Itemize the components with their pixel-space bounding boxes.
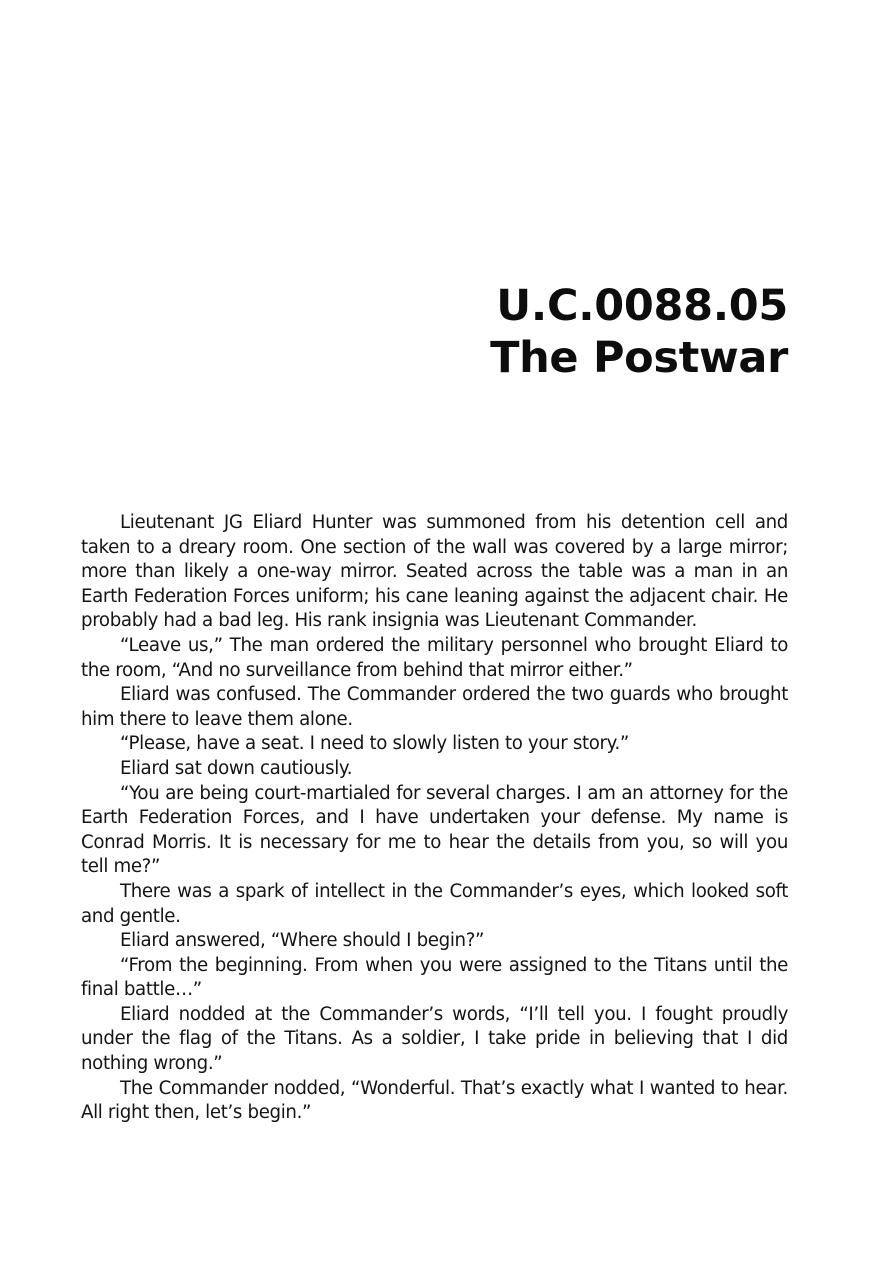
paragraph: “Leave us,” The man ordered the military personnel who brought Eliard to the room, “And no surveillance from behind that mirror either.”: [81, 634, 788, 681]
paragraph: “Please, have a seat. I need to slowly listen to your story.”: [120, 733, 629, 755]
paragraph: Lieutenant JG Eliard Hunter was summoned from his detention cell and taken to a dreary room. One section of the wall was covered by a large mirror; more than likely a one-way mirror. Seated across the table was a man in an Earth Federation Forces uniform; his cane leaning against the adjacent chair. He probably had a bad leg. His rank insignia was Lieutenant Commander.: [81, 512, 788, 632]
paragraph: “You are being court-martialed for several charges. I am an attorney for the Earth Federation Forces, and I have undertaken your defense. My name is Conrad Morris. It is necessary for me to hear the details from you, so will you tell me?”: [81, 782, 788, 878]
chapter-heading: [490, 280, 788, 384]
paragraph: Eliard answered, “Where should I begin?”: [120, 930, 485, 952]
paragraph: “From the beginning. From when you were assigned to the Titans until the final battle…”: [81, 954, 788, 1001]
paragraph: The Commander nodded, “Wonderful. That’s exactly what I wanted to hear. All right then, let’s begin.”: [81, 1077, 788, 1124]
paragraph: Eliard sat down cautiously.: [120, 757, 353, 779]
paragraph: Eliard was confused. The Commander ordered the two guards who brought him there to leave them alone.: [81, 684, 788, 730]
paragraph: Eliard nodded at the Commander’s words, “I’ll tell you. I fought proudly under the flag of the Titans. As a soldier, I take pride in believing that I did nothing wrong.”: [81, 1003, 788, 1075]
chapter-date: U.C.0088.05: [496, 281, 788, 331]
chapter-title: The Postwar: [490, 333, 788, 383]
paragraph: There was a spark of intellect in the Commander’s eyes, which looked soft and gentle.: [81, 880, 788, 927]
body-text: [81, 511, 788, 1126]
